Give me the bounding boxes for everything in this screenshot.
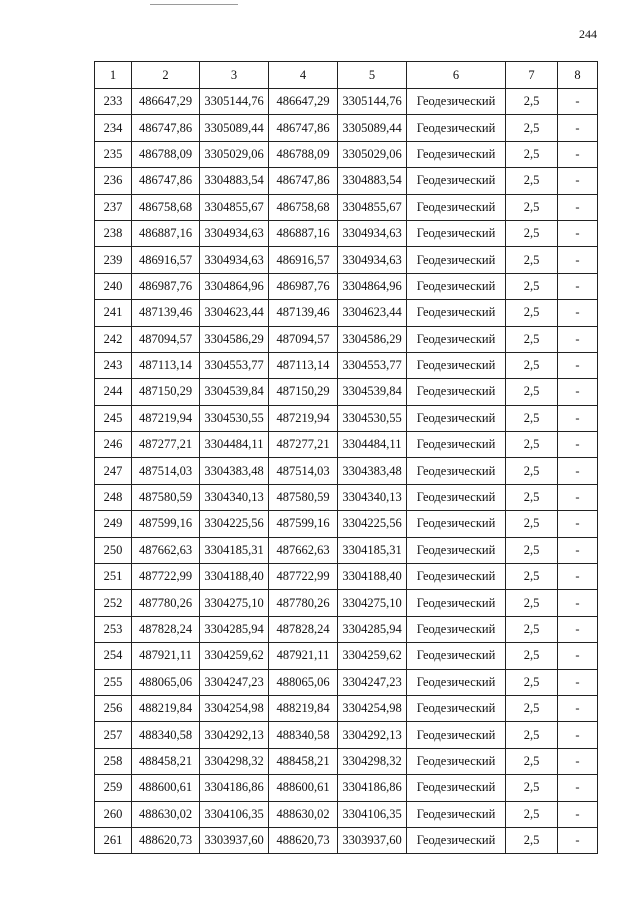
accuracy-cell: 2,5 [506, 168, 558, 194]
x-coord-cell: 487580,59 [132, 484, 200, 510]
point-number-cell: 243 [95, 352, 132, 378]
x-coord-cell: 488340,58 [132, 722, 200, 748]
point-number-cell: 240 [95, 273, 132, 299]
note-cell: - [558, 616, 598, 642]
x-coord-cell: 487722,99 [269, 564, 338, 590]
y-coord-cell: 3304275,10 [338, 590, 407, 616]
x-coord-cell: 488620,73 [269, 827, 338, 853]
note-cell: - [558, 115, 598, 141]
y-coord-cell: 3304259,62 [338, 643, 407, 669]
method-cell: Геодезический [407, 220, 506, 246]
method-cell: Геодезический [407, 168, 506, 194]
point-number-cell: 242 [95, 326, 132, 352]
y-coord-cell: 3305089,44 [338, 115, 407, 141]
x-coord-cell: 487277,21 [269, 432, 338, 458]
method-cell: Геодезический [407, 432, 506, 458]
note-cell: - [558, 827, 598, 853]
table-row [95, 643, 598, 669]
accuracy-cell: 2,5 [506, 748, 558, 774]
y-coord-cell: 3304883,54 [200, 168, 269, 194]
method-cell: Геодезический [407, 564, 506, 590]
x-coord-cell: 486887,16 [269, 220, 338, 246]
point-number-cell: 260 [95, 801, 132, 827]
accuracy-cell: 2,5 [506, 326, 558, 352]
column-header: 3 [200, 62, 269, 89]
accuracy-cell: 2,5 [506, 669, 558, 695]
x-coord-cell: 488600,61 [269, 775, 338, 801]
y-coord-cell: 3305089,44 [200, 115, 269, 141]
y-coord-cell: 3303937,60 [200, 827, 269, 853]
y-coord-cell: 3304934,63 [200, 247, 269, 273]
note-cell: - [558, 141, 598, 167]
column-header: 6 [407, 62, 506, 89]
method-cell: Геодезический [407, 616, 506, 642]
column-header: 1 [95, 62, 132, 89]
note-cell: - [558, 669, 598, 695]
column-header: 8 [558, 62, 598, 89]
y-coord-cell: 3304553,77 [200, 352, 269, 378]
column-header: 2 [132, 62, 200, 89]
point-number-cell: 252 [95, 590, 132, 616]
x-coord-cell: 488600,61 [132, 775, 200, 801]
x-coord-cell: 486647,29 [269, 89, 338, 115]
table-row [95, 300, 598, 326]
table-row [95, 168, 598, 194]
y-coord-cell: 3304186,86 [338, 775, 407, 801]
point-number-cell: 244 [95, 379, 132, 405]
x-coord-cell: 486987,76 [132, 273, 200, 299]
y-coord-cell: 3303937,60 [338, 827, 407, 853]
x-coord-cell: 487113,14 [269, 352, 338, 378]
note-cell: - [558, 273, 598, 299]
page-number: 244 [579, 27, 597, 41]
method-cell: Геодезический [407, 115, 506, 141]
accuracy-cell: 2,5 [506, 537, 558, 563]
x-coord-cell: 488340,58 [269, 722, 338, 748]
y-coord-cell: 3304106,35 [338, 801, 407, 827]
method-cell: Геодезический [407, 643, 506, 669]
y-coord-cell: 3304934,63 [338, 247, 407, 273]
note-cell: - [558, 89, 598, 115]
x-coord-cell: 486788,09 [269, 141, 338, 167]
y-coord-cell: 3304883,54 [338, 168, 407, 194]
y-coord-cell: 3304298,32 [338, 748, 407, 774]
y-coord-cell: 3304225,56 [200, 511, 269, 537]
x-coord-cell: 488458,21 [132, 748, 200, 774]
y-coord-cell: 3305029,06 [338, 141, 407, 167]
table-row [95, 616, 598, 642]
y-coord-cell: 3304383,48 [338, 458, 407, 484]
table-row [95, 326, 598, 352]
x-coord-cell: 486987,76 [269, 273, 338, 299]
y-coord-cell: 3304225,56 [338, 511, 407, 537]
x-coord-cell: 486747,86 [132, 168, 200, 194]
accuracy-cell: 2,5 [506, 141, 558, 167]
method-cell: Геодезический [407, 748, 506, 774]
method-cell: Геодезический [407, 352, 506, 378]
table-row [95, 827, 598, 853]
table-row [95, 590, 598, 616]
x-coord-cell: 486747,86 [269, 115, 338, 141]
x-coord-cell: 487662,63 [269, 537, 338, 563]
y-coord-cell: 3304623,44 [338, 300, 407, 326]
y-coord-cell: 3304185,31 [200, 537, 269, 563]
note-cell: - [558, 220, 598, 246]
table-row [95, 379, 598, 405]
table-row [95, 775, 598, 801]
y-coord-cell: 3304292,13 [338, 722, 407, 748]
column-header: 7 [506, 62, 558, 89]
x-coord-cell: 487150,29 [132, 379, 200, 405]
x-coord-cell: 486758,68 [132, 194, 200, 220]
x-coord-cell: 487150,29 [269, 379, 338, 405]
x-coord-cell: 486747,86 [269, 168, 338, 194]
method-cell: Геодезический [407, 379, 506, 405]
x-coord-cell: 488630,02 [132, 801, 200, 827]
accuracy-cell: 2,5 [506, 695, 558, 721]
table-body [95, 89, 598, 854]
x-coord-cell: 488620,73 [132, 827, 200, 853]
header-row [95, 62, 598, 89]
x-coord-cell: 487662,63 [132, 537, 200, 563]
table-row [95, 537, 598, 563]
method-cell: Геодезический [407, 722, 506, 748]
accuracy-cell: 2,5 [506, 616, 558, 642]
table-row [95, 89, 598, 115]
x-coord-cell: 487580,59 [269, 484, 338, 510]
table-row [95, 669, 598, 695]
note-cell: - [558, 775, 598, 801]
accuracy-cell: 2,5 [506, 590, 558, 616]
coordinates-table [94, 61, 598, 854]
point-number-cell: 261 [95, 827, 132, 853]
point-number-cell: 239 [95, 247, 132, 273]
table-row [95, 247, 598, 273]
accuracy-cell: 2,5 [506, 775, 558, 801]
x-coord-cell: 487277,21 [132, 432, 200, 458]
method-cell: Геодезический [407, 458, 506, 484]
note-cell: - [558, 194, 598, 220]
note-cell: - [558, 695, 598, 721]
x-coord-cell: 487780,26 [269, 590, 338, 616]
x-coord-cell: 486758,68 [269, 194, 338, 220]
y-coord-cell: 3304254,98 [200, 695, 269, 721]
point-number-cell: 255 [95, 669, 132, 695]
point-number-cell: 259 [95, 775, 132, 801]
table-row [95, 194, 598, 220]
accuracy-cell: 2,5 [506, 458, 558, 484]
y-coord-cell: 3304934,63 [200, 220, 269, 246]
column-header: 5 [338, 62, 407, 89]
y-coord-cell: 3304275,10 [200, 590, 269, 616]
table-row [95, 458, 598, 484]
x-coord-cell: 486916,57 [269, 247, 338, 273]
table-row [95, 273, 598, 299]
method-cell: Геодезический [407, 669, 506, 695]
table-row [95, 564, 598, 590]
table-row [95, 141, 598, 167]
x-coord-cell: 488219,84 [269, 695, 338, 721]
x-coord-cell: 487219,94 [132, 405, 200, 431]
point-number-cell: 251 [95, 564, 132, 590]
accuracy-cell: 2,5 [506, 220, 558, 246]
point-number-cell: 248 [95, 484, 132, 510]
x-coord-cell: 487094,57 [269, 326, 338, 352]
y-coord-cell: 3304553,77 [338, 352, 407, 378]
method-cell: Геодезический [407, 247, 506, 273]
accuracy-cell: 2,5 [506, 352, 558, 378]
y-coord-cell: 3304340,13 [200, 484, 269, 510]
point-number-cell: 249 [95, 511, 132, 537]
accuracy-cell: 2,5 [506, 405, 558, 431]
point-number-cell: 238 [95, 220, 132, 246]
accuracy-cell: 2,5 [506, 432, 558, 458]
method-cell: Геодезический [407, 405, 506, 431]
point-number-cell: 246 [95, 432, 132, 458]
method-cell: Геодезический [407, 695, 506, 721]
y-coord-cell: 3304934,63 [338, 220, 407, 246]
y-coord-cell: 3304188,40 [338, 564, 407, 590]
y-coord-cell: 3304586,29 [338, 326, 407, 352]
y-coord-cell: 3304484,11 [338, 432, 407, 458]
note-cell: - [558, 643, 598, 669]
table-row [95, 748, 598, 774]
y-coord-cell: 3304586,29 [200, 326, 269, 352]
y-coord-cell: 3304106,35 [200, 801, 269, 827]
table-row [95, 722, 598, 748]
table-row [95, 115, 598, 141]
x-coord-cell: 487722,99 [132, 564, 200, 590]
table-row [95, 801, 598, 827]
x-coord-cell: 487780,26 [132, 590, 200, 616]
x-coord-cell: 486887,16 [132, 220, 200, 246]
x-coord-cell: 487828,24 [269, 616, 338, 642]
x-coord-cell: 487921,11 [132, 643, 200, 669]
note-cell: - [558, 458, 598, 484]
x-coord-cell: 487599,16 [132, 511, 200, 537]
y-coord-cell: 3304259,62 [200, 643, 269, 669]
method-cell: Геодезический [407, 511, 506, 537]
note-cell: - [558, 247, 598, 273]
accuracy-cell: 2,5 [506, 300, 558, 326]
column-header: 4 [269, 62, 338, 89]
x-coord-cell: 488458,21 [269, 748, 338, 774]
y-coord-cell: 3304285,94 [338, 616, 407, 642]
y-coord-cell: 3304530,55 [200, 405, 269, 431]
point-number-cell: 235 [95, 141, 132, 167]
method-cell: Геодезический [407, 484, 506, 510]
header-rule [150, 4, 238, 5]
y-coord-cell: 3304864,96 [200, 273, 269, 299]
x-coord-cell: 486788,09 [132, 141, 200, 167]
note-cell: - [558, 511, 598, 537]
table-row [95, 405, 598, 431]
x-coord-cell: 488219,84 [132, 695, 200, 721]
accuracy-cell: 2,5 [506, 115, 558, 141]
x-coord-cell: 488065,06 [269, 669, 338, 695]
point-number-cell: 254 [95, 643, 132, 669]
accuracy-cell: 2,5 [506, 511, 558, 537]
point-number-cell: 241 [95, 300, 132, 326]
table-row [95, 220, 598, 246]
y-coord-cell: 3305029,06 [200, 141, 269, 167]
x-coord-cell: 487921,11 [269, 643, 338, 669]
table-row [95, 352, 598, 378]
method-cell: Геодезический [407, 537, 506, 563]
y-coord-cell: 3304247,23 [338, 669, 407, 695]
x-coord-cell: 488630,02 [269, 801, 338, 827]
accuracy-cell: 2,5 [506, 273, 558, 299]
note-cell: - [558, 748, 598, 774]
x-coord-cell: 488065,06 [132, 669, 200, 695]
y-coord-cell: 3304864,96 [338, 273, 407, 299]
accuracy-cell: 2,5 [506, 801, 558, 827]
note-cell: - [558, 405, 598, 431]
x-coord-cell: 486647,29 [132, 89, 200, 115]
y-coord-cell: 3305144,76 [338, 89, 407, 115]
x-coord-cell: 486747,86 [132, 115, 200, 141]
note-cell: - [558, 300, 598, 326]
y-coord-cell: 3304340,13 [338, 484, 407, 510]
point-number-cell: 245 [95, 405, 132, 431]
method-cell: Геодезический [407, 775, 506, 801]
y-coord-cell: 3304292,13 [200, 722, 269, 748]
x-coord-cell: 487094,57 [132, 326, 200, 352]
accuracy-cell: 2,5 [506, 643, 558, 669]
point-number-cell: 234 [95, 115, 132, 141]
y-coord-cell: 3304484,11 [200, 432, 269, 458]
y-coord-cell: 3304247,23 [200, 669, 269, 695]
accuracy-cell: 2,5 [506, 247, 558, 273]
y-coord-cell: 3304188,40 [200, 564, 269, 590]
note-cell: - [558, 564, 598, 590]
x-coord-cell: 487139,46 [269, 300, 338, 326]
method-cell: Геодезический [407, 590, 506, 616]
y-coord-cell: 3304186,86 [200, 775, 269, 801]
point-number-cell: 256 [95, 695, 132, 721]
note-cell: - [558, 379, 598, 405]
table-row [95, 432, 598, 458]
x-coord-cell: 487113,14 [132, 352, 200, 378]
method-cell: Геодезический [407, 300, 506, 326]
y-coord-cell: 3304254,98 [338, 695, 407, 721]
x-coord-cell: 487514,03 [269, 458, 338, 484]
note-cell: - [558, 168, 598, 194]
y-coord-cell: 3304185,31 [338, 537, 407, 563]
y-coord-cell: 3304855,67 [200, 194, 269, 220]
method-cell: Геодезический [407, 194, 506, 220]
accuracy-cell: 2,5 [506, 827, 558, 853]
y-coord-cell: 3304855,67 [338, 194, 407, 220]
point-number-cell: 258 [95, 748, 132, 774]
method-cell: Геодезический [407, 141, 506, 167]
x-coord-cell: 486916,57 [132, 247, 200, 273]
accuracy-cell: 2,5 [506, 194, 558, 220]
x-coord-cell: 487139,46 [132, 300, 200, 326]
x-coord-cell: 487599,16 [269, 511, 338, 537]
point-number-cell: 247 [95, 458, 132, 484]
note-cell: - [558, 801, 598, 827]
table-row [95, 695, 598, 721]
method-cell: Геодезический [407, 273, 506, 299]
accuracy-cell: 2,5 [506, 89, 558, 115]
table-row [95, 511, 598, 537]
y-coord-cell: 3304285,94 [200, 616, 269, 642]
x-coord-cell: 487514,03 [132, 458, 200, 484]
point-number-cell: 250 [95, 537, 132, 563]
point-number-cell: 257 [95, 722, 132, 748]
accuracy-cell: 2,5 [506, 722, 558, 748]
note-cell: - [558, 352, 598, 378]
y-coord-cell: 3304539,84 [338, 379, 407, 405]
x-coord-cell: 487219,94 [269, 405, 338, 431]
note-cell: - [558, 537, 598, 563]
y-coord-cell: 3305144,76 [200, 89, 269, 115]
note-cell: - [558, 432, 598, 458]
method-cell: Геодезический [407, 89, 506, 115]
y-coord-cell: 3304298,32 [200, 748, 269, 774]
method-cell: Геодезический [407, 801, 506, 827]
y-coord-cell: 3304539,84 [200, 379, 269, 405]
point-number-cell: 236 [95, 168, 132, 194]
accuracy-cell: 2,5 [506, 379, 558, 405]
accuracy-cell: 2,5 [506, 484, 558, 510]
method-cell: Геодезический [407, 326, 506, 352]
point-number-cell: 237 [95, 194, 132, 220]
table-row [95, 484, 598, 510]
method-cell: Геодезический [407, 827, 506, 853]
point-number-cell: 233 [95, 89, 132, 115]
accuracy-cell: 2,5 [506, 564, 558, 590]
point-number-cell: 253 [95, 616, 132, 642]
note-cell: - [558, 722, 598, 748]
y-coord-cell: 3304383,48 [200, 458, 269, 484]
note-cell: - [558, 484, 598, 510]
note-cell: - [558, 326, 598, 352]
y-coord-cell: 3304623,44 [200, 300, 269, 326]
note-cell: - [558, 590, 598, 616]
x-coord-cell: 487828,24 [132, 616, 200, 642]
y-coord-cell: 3304530,55 [338, 405, 407, 431]
